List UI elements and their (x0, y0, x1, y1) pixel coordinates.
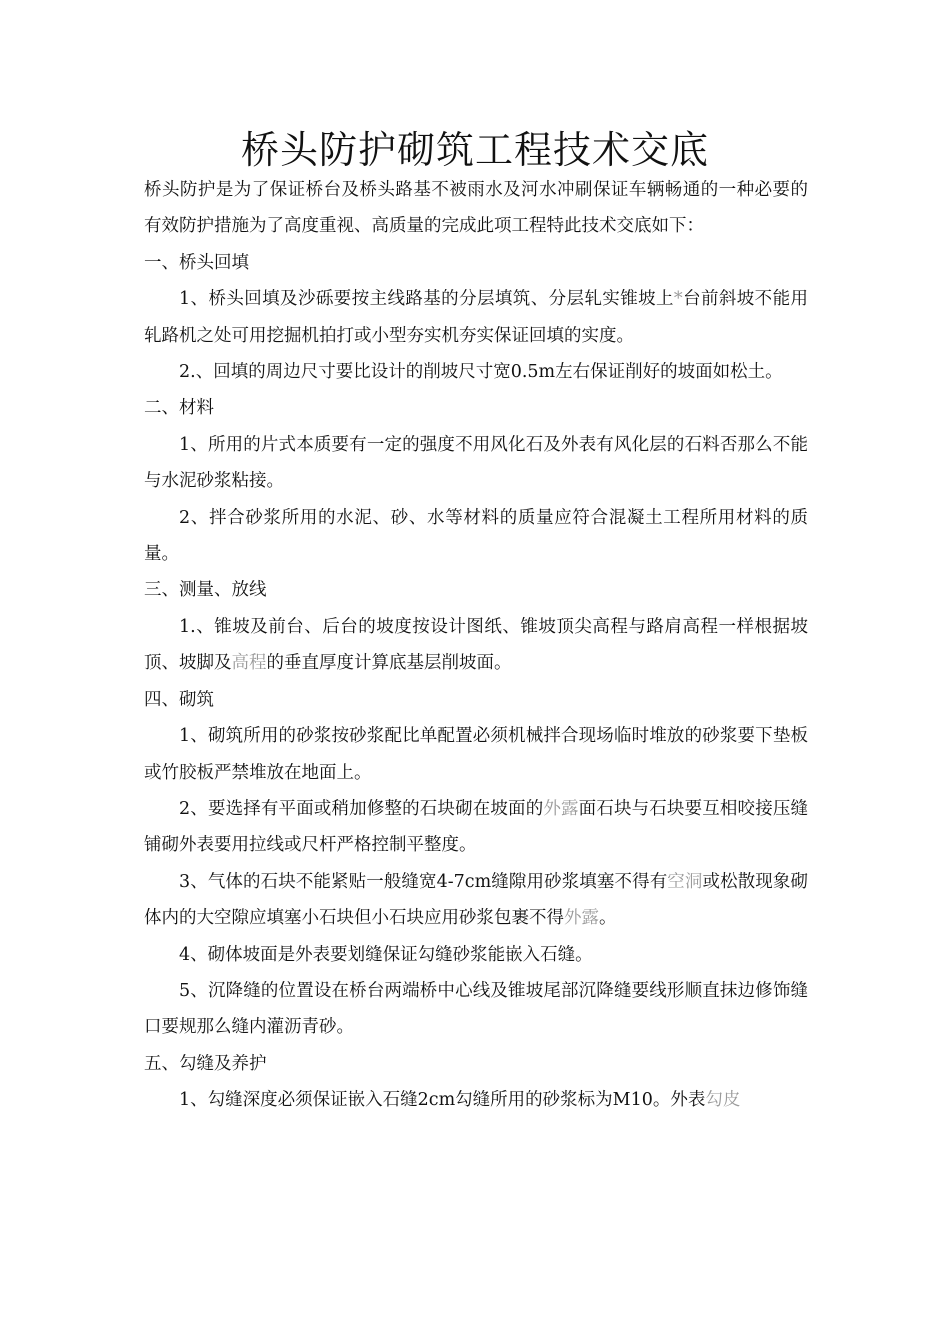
section-4-paragraph-5: 5、沉降缝的位置设在桥台两端桥中心线及锥坡尾部沉降缝要线形顺直抹边修饰缝口要规那么缝内灌沥青砂。 (144, 980, 808, 1038)
section-2-paragraph-1: 1、所用的片式本质要有一定的强度不用风化石及外表有风化层的石料否那么不能与水泥砂浆粘接。 (144, 434, 808, 492)
highlighted-term: 外露 (543, 798, 579, 819)
footnote-mark: * (673, 289, 683, 310)
section-heading-2: 二、材料 (144, 398, 214, 419)
section-4-paragraph-1: 1、砌筑所用的砂浆按砂浆配比单配置必须机械拌合现场临时堆放的砂浆要下垫板或竹胶板严禁堆放在地面上。 (144, 726, 808, 783)
text-run: 1.、锥坡及前台、后台的坡度按设计图纸、锥坡顶尖高程与路肩高程一样根据坡顶、坡脚及 (144, 616, 808, 674)
document-body (144, 172, 808, 1119)
text-run: 或松散现象砌体内的大空隙应填塞小石块但小石块应用砂浆包裹不得 (144, 871, 808, 929)
text-run: 。 (599, 908, 617, 929)
document-title: 桥头防护砌筑工程技术交底 (240, 128, 709, 172)
section-heading-4: 四、砌筑 (144, 689, 214, 710)
section-4-paragraph-3 (144, 864, 808, 937)
text-run: 1、勾缝深度必须保证嵌入石缝2cm勾缝所用的砂浆标为M10。外表 (179, 1090, 706, 1111)
section-2-paragraph-2: 2、拌合砂浆所用的水泥、砂、水等材料的质量应符合混凝土工程所用材料的质量。 (144, 507, 808, 565)
highlighted-term: 空洞 (667, 871, 703, 892)
section-4-paragraph-2 (144, 791, 808, 864)
section-1-paragraph-2: 2.、回填的周边尺寸要比设计的削坡尺寸宽0.5m左右保证削好的坡面如松土。 (179, 362, 783, 383)
section-heading-5: 五、勾缝及养护 (144, 1053, 267, 1074)
section-heading-1: 一、桥头回填 (144, 252, 249, 273)
text-run: 2、要选择有平面或稍加修整的石块砌在坡面的 (179, 798, 544, 819)
section-4-paragraph-4: 4、砌体坡面是外表要划缝保证勾缝砂浆能嵌入石缝。 (179, 944, 593, 965)
section-3-paragraph-1 (144, 609, 808, 682)
highlighted-term: 高程 (231, 653, 267, 674)
section-1-paragraph-1 (144, 281, 808, 354)
highlighted-term: 外露 (564, 908, 599, 929)
text-run: 台前斜坡不能用轧路机之处可用挖掘机拍打或小型夯实机夯实保证回填的实度。 (144, 289, 808, 346)
section-heading-3: 三、测量、放线 (144, 580, 267, 601)
intro-paragraph: 桥头防护是为了保证桥台及桥头路基不被雨水及河水冲刷保证车辆畅通的一种必要的有效防护措施为了高度重视、高质量的完成此项工程特此技术交底如下： (144, 180, 808, 237)
highlighted-term: 勾皮 (705, 1090, 741, 1111)
text-run: 1、桥头回填及沙砾要按主线路基的分层填筑、分层轧实锥坡上 (179, 289, 674, 310)
text-run: 的垂直厚度计算底基层削坡面。 (266, 653, 512, 674)
section-5-paragraph-1 (144, 1082, 808, 1118)
text-run: 3、气体的石块不能紧贴一般缝宽4-7cm缝隙用砂浆填塞不得有 (179, 871, 668, 892)
text-run: 面石块与石块要互相咬接压缝铺砌外表要用拉线或尺杆严格控制平整度。 (144, 798, 809, 856)
